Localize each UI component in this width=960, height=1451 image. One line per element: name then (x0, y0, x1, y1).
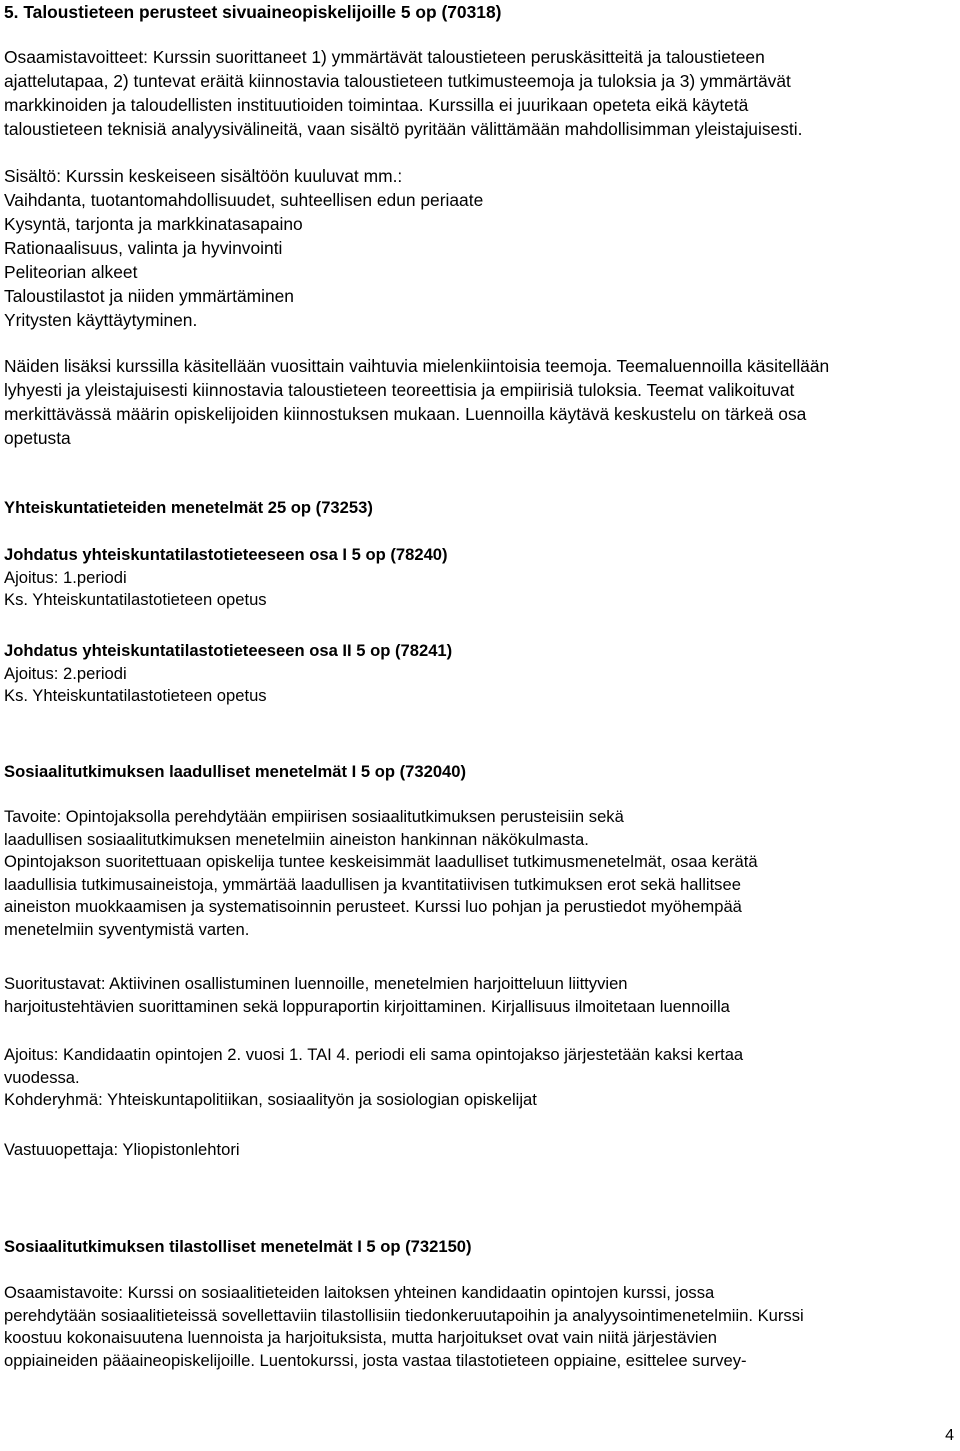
text-line: menetelmiin syventymistä varten. (4, 919, 250, 939)
text-line: oppiaineiden pääaineopiskelijoille. Luentokurssi, josta vastaa tilastotieteen oppiaine, esittelee survey- (4, 1350, 747, 1370)
text-line: taloustieteen teknisiä analyysivälineitä, vaan sisältö pyritään välittämään mahdollisimman yleistajuisesti. (4, 119, 803, 139)
quantitative-goals (4, 1282, 954, 1372)
text-line: ajattelutapaa, 2) tuntevat eräitä kiinnostavia taloustieteen tutkimusteemoja ja tuloksia ja 3) ymmärtävät (4, 71, 791, 91)
text-line: perehdytään sosiaalitieteissä sovellettaviin tilastollisiin tiedonkeruutapoihin ja analyysointimenetelmiin. Kurssi (4, 1305, 804, 1325)
qualitative-methods (4, 973, 954, 1018)
qualitative-teacher: Vastuuopettaja: Yliopistonlehtori (4, 1140, 240, 1159)
page-number: 4 (945, 1427, 954, 1444)
course-title: Johdatus yhteiskuntatilastotieteeseen osa II 5 op (78241) (4, 641, 453, 660)
text-line: Vaihdanta, tuotantomahdollisuudet, suhteellisen edun periaate (4, 190, 484, 210)
text-line: merkittävässä määrin opiskelijoiden kiinnostuksen mukaan. Luennoilla käytävä keskustelu on tärkeä osa (4, 404, 807, 424)
text-line: Osaamistavoitteet: Kurssin suorittaneet 1) ymmärtävät taloustieteen peruskäsitteitä ja taloustieteen (4, 47, 765, 67)
text-line: koostuu kokonaisuutena luennoista ja harjoituksista, mutta harjoitukset ovat vain niitä järjestävien (4, 1328, 718, 1347)
text-line: Opintojakson suoritettuaan opiskelija tuntee keskeisimmät laadulliset tutkimusmenetelmät, osaa kerätä (4, 852, 758, 871)
text-line: vuodessa. (4, 1067, 80, 1087)
methods-heading: Yhteiskuntatieteiden menetelmät 25 op (73253) (4, 498, 373, 517)
text-line: Yritysten käyttäytyminen. (4, 310, 198, 330)
text-line: laadullisia tutkimusaineistoja, ymmärtää laadullisen ja kvantitatiivisen tutkimuksen erot sekä hallitsee (4, 874, 741, 894)
qualitative-goals (4, 806, 954, 941)
quantitative-course-title: Sosiaalitutkimuksen tilastolliset menetelmät I 5 op (732150) (4, 1237, 472, 1256)
course-content (4, 164, 954, 332)
text-line: Suoritustavat: Aktiivinen osallistuminen luennoille, menetelmien harjoitteluun liittyvien (4, 974, 628, 993)
text-line: Sisältö: Kurssin keskeiseen sisältöön kuuluvat mm.: (4, 166, 403, 186)
text-line: Kysyntä, tarjonta ja markkinatasapaino (4, 214, 303, 234)
course-extra (4, 354, 954, 450)
text-line: Peliteorian alkeet (4, 262, 138, 282)
text-line: Taloustilastot ja niiden ymmärtäminen (4, 286, 294, 306)
text-line: Tavoite: Opintojaksolla perehdytään empiirisen sosiaalitutkimuksen perusteisiin sekä (4, 807, 624, 826)
stat-course-1 (4, 544, 954, 612)
text-line: Osaamistavoite: Kurssi on sosiaalitieteiden laitoksen yhteinen kandidaatin opintojen kurssi, jossa (4, 1283, 715, 1302)
text-line: Näiden lisäksi kurssilla käsitellään vuosittain vaihtuvia mielenkiintoisia teemoja. Teemaluennoilla käsitellään (4, 356, 830, 376)
section-title: 5. Taloustieteen perusteet sivuaineopiskelijoille 5 op (70318) (4, 2, 502, 22)
qualitative-course-title: Sosiaalitutkimuksen laadulliset menetelmät I 5 op (732040) (4, 762, 467, 781)
course-title: Johdatus yhteiskuntatilastotieteeseen osa I 5 op (78240) (4, 545, 448, 564)
text-line: Ajoitus: Kandidaatin opintojen 2. vuosi 1. TAI 4. periodi eli sama opintojakso järjestetään kaksi kertaa (4, 1045, 744, 1064)
text-line: lyhyesti ja yleistajuisesti kiinnostavia taloustieteen teoreettisia ja empiirisiä tuloksia. Teemat valikoituvat (4, 380, 795, 400)
text-line: opetusta (4, 428, 71, 448)
course-goals (4, 45, 954, 141)
text-line: markkinoiden ja taloudellisten instituutioiden toimintaa. Kurssilla ei juurikaan opeteta eikä käytetä (4, 95, 749, 115)
text-line: Kohderyhmä: Yhteiskuntapolitiikan, sosiaalityön ja sosiologian opiskelijat (4, 1090, 537, 1109)
course-reference: Ks. Yhteiskuntatilastotieteen opetus (4, 686, 267, 705)
course-timing: Ajoitus: 2.periodi (4, 663, 127, 683)
qualitative-timing (4, 1044, 954, 1112)
course-timing: Ajoitus: 1.periodi (4, 567, 127, 587)
text-line: harjoitustehtävien suorittaminen sekä loppuraportin kirjoittaminen. Kirjallisuus ilmoitetaan luennoilla (4, 996, 730, 1016)
stat-course-2 (4, 640, 954, 708)
text-line: aineiston muokkaamisen ja systematisoinnin perusteet. Kurssi luo pohjan ja perustiedot myöhempää (4, 897, 742, 916)
text-line: Rationaalisuus, valinta ja hyvinvointi (4, 238, 283, 258)
course-reference: Ks. Yhteiskuntatilastotieteen opetus (4, 590, 267, 609)
text-line: laadullisen sosiaalitutkimuksen menetelmiin aineiston hankinnan näkökulmasta. (4, 829, 589, 849)
